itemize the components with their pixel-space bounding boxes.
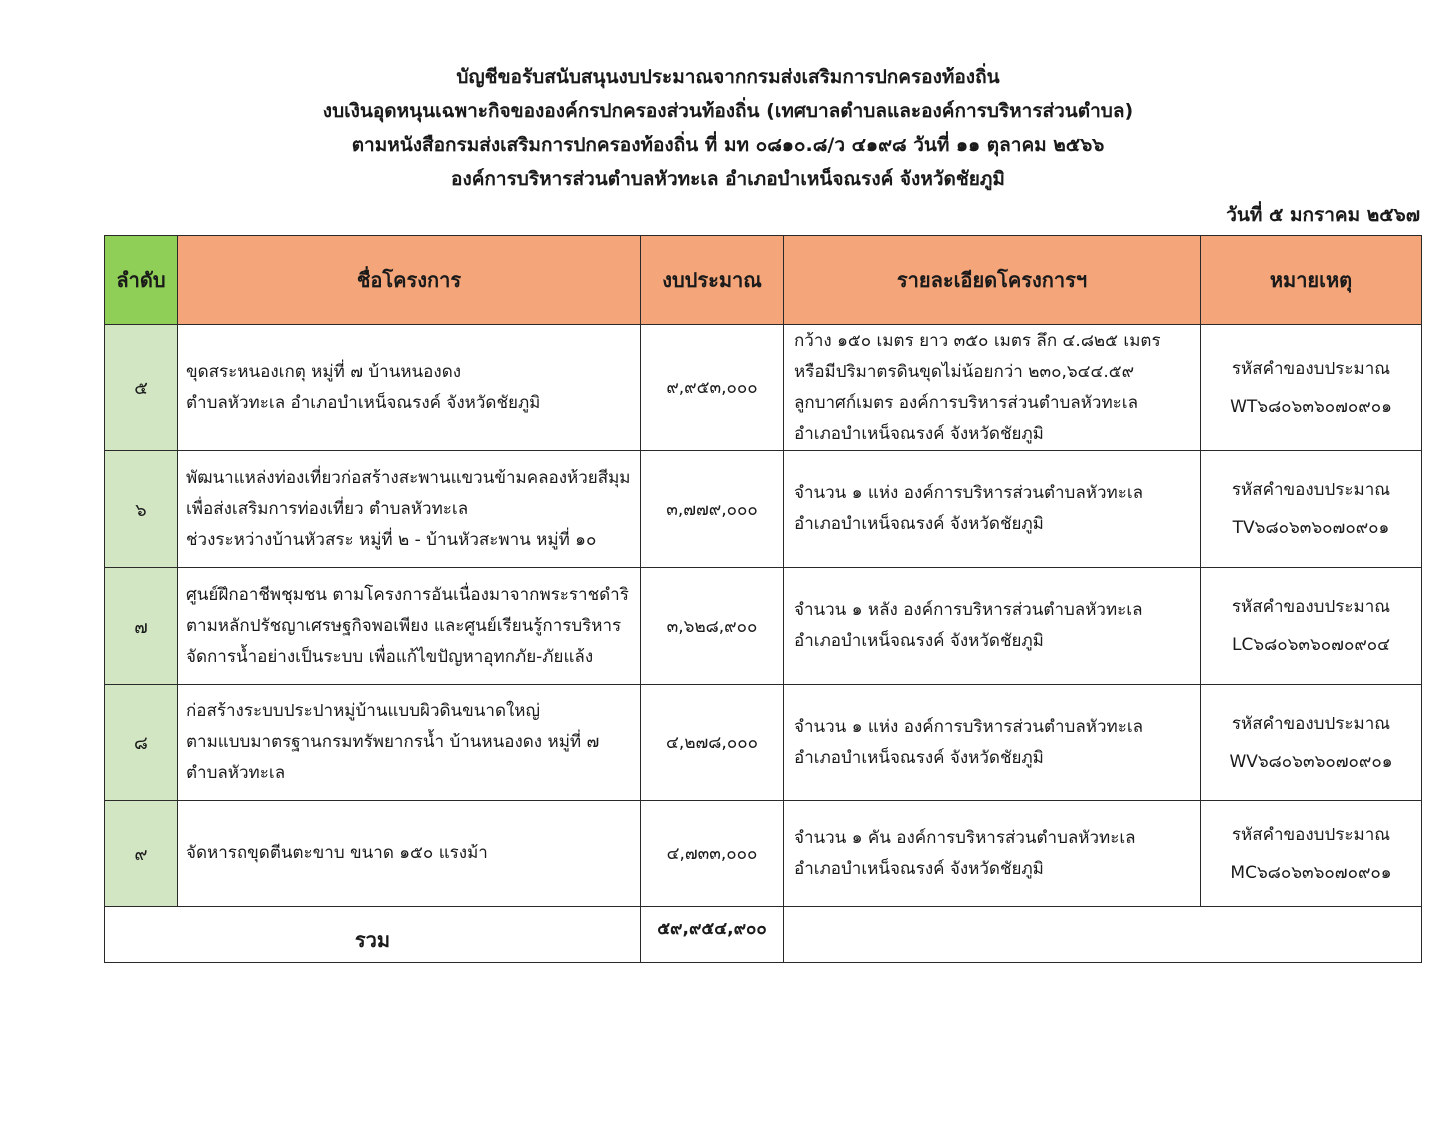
remark-line: TV๖๘๐๖๓๖๐๗๐๙๐๑ [1232,518,1390,538]
project-detail-line: อำเภอบำเหน็จณรงค์ จังหวัดชัยภูมิ [794,423,1044,444]
remark-cell [1201,325,1422,451]
total-amount: ๕๙,๙๕๔,๙๐๐ [641,907,784,963]
table-body [105,325,1422,907]
project-name-line: ตำบลหัวทะเล [186,763,286,783]
remark-line: รหัสคำของบประมาณ [1231,358,1391,379]
remark-line: WV๖๘๐๖๓๖๐๗๐๙๐๑ [1229,751,1393,772]
title-line-4: องค์การบริหารส่วนตำบลหัวทะเล อำเภอบำเหน็จณรงค์ จังหวัดชัยภูมิ [451,168,1005,190]
project-detail-cell [784,685,1201,801]
remark-line: WT๖๘๐๖๓๖๐๗๐๙๐๑ [1230,396,1392,417]
column-header-project-name: ชื่อโครงการ [178,236,641,325]
column-header-details: รายละเอียดโครงการฯ [784,236,1201,325]
budget-amount-cell: ๙,๙๕๓,๐๐๐ [641,325,784,451]
total-label: รวม [105,907,641,963]
row-number-cell: ๕ [105,325,178,451]
table-row [105,801,1422,907]
project-name-cell [178,685,641,801]
column-header-budget: งบประมาณ [641,236,784,325]
remark-line: MC๖๘๐๖๓๖๐๗๐๙๐๑ [1230,862,1392,883]
project-name-line: ตามหลักปรัชญาเศรษฐกิจพอเพียง และศูนย์เรียนรู้การบริหาร [186,615,622,636]
remark-cell [1201,451,1422,568]
project-name-cell [178,451,641,568]
table-row [105,568,1422,685]
project-name-cell [178,801,641,907]
budget-amount-cell: ๓,๖๒๘,๙๐๐ [641,568,784,685]
remark-line: LC๖๘๐๖๓๖๐๗๐๙๐๔ [1231,635,1391,655]
table-row [105,685,1422,801]
row-number-cell: ๖ [105,451,178,568]
project-detail-line: กว้าง ๑๕๐ เมตร ยาว ๓๕๐ เมตร ลึก ๔.๘๒๕ เมตร [794,330,1161,351]
total-empty-cell [784,907,1422,963]
project-detail-cell [784,568,1201,685]
project-name-line: จัดหารถขุดตีนตะขาบ ขนาด ๑๕๐ แรงม้า [186,843,488,863]
total-row [105,907,1422,963]
project-name-line: ขุดสระหนองเกตุ หมู่ที่ ๗ บ้านหนองดง [186,361,462,382]
project-detail-line: อำเภอบำเหน็จณรงค์ จังหวัดชัยภูมิ [794,514,1044,534]
column-header-no: ลำดับ [105,236,178,325]
column-header-remarks: หมายเหตุ [1201,236,1422,325]
project-detail-line: อำเภอบำเหน็จณรงค์ จังหวัดชัยภูมิ [794,747,1044,768]
project-detail-line: หรือมีปริมาตรดินขุดไม่น้อยกว่า ๒๓๐,๖๔๔.๕๙ [794,361,1135,382]
project-detail-line: อำเภอบำเหน็จณรงค์ จังหวัดชัยภูมิ [794,631,1044,651]
project-detail-line: ลูกบาศก์เมตร องค์การบริหารส่วนตำบลหัวทะเล [794,392,1139,413]
project-detail-cell [784,325,1201,451]
project-name-line: ก่อสร้างระบบประปาหมู่บ้านแบบผิวดินขนาดใหญ่ [186,701,540,721]
remark-line: รหัสคำของบประมาณ [1231,597,1391,617]
budget-amount-cell: ๓,๗๗๙,๐๐๐ [641,451,784,568]
remark-cell [1201,685,1422,801]
remark-line: รหัสคำของบประมาณ [1231,480,1391,500]
title-line-1: บัญชีขอรับสนับสนุนงบประมาณจากกรมส่งเสริมการปกครองท้องถิ่น [456,66,1000,88]
project-name-line: ศูนย์ฝึกอาชีพชุมชน ตามโครงการอันเนื่องมาจากพระราชดำริ [186,584,629,605]
budget-amount-cell: ๔,๒๗๘,๐๐๐ [641,685,784,801]
document-date: วันที่ ๕ มกราคม ๒๕๖๗ [1226,204,1420,226]
table-row [105,451,1422,568]
title-line-3: ตามหนังสือกรมส่งเสริมการปกครองท้องถิ่น ที่ มท ๐๘๑๐.๘/ว ๔๑๙๘ วันที่ ๑๑ ตุลาคม ๒๕๖๖ [351,134,1105,156]
project-name-line: พัฒนาแหล่งท่องเที่ยวก่อสร้างสะพานแขวนข้ามคลองห้วยสีมุม [186,467,631,488]
remark-line: รหัสคำของบประมาณ [1231,824,1391,845]
project-detail-cell [784,801,1201,907]
project-name-line: เพื่อส่งเสริมการท่องเที่ยว ตำบลหัวทะเล [186,498,469,519]
row-number-cell: ๗ [105,568,178,685]
project-name-line: ตำบลหัวทะเล อำเภอบำเหน็จณรงค์ จังหวัดชัยภูมิ [186,392,541,413]
remark-cell [1201,801,1422,907]
budget-amount-cell: ๔,๗๓๓,๐๐๐ [641,801,784,907]
project-detail-line: จำนวน ๑ แห่ง องค์การบริหารส่วนตำบลหัวทะเล [794,483,1144,503]
title-line-2: งบเงินอุดหนุนเฉพาะกิจขององค์กรปกครองส่วนท้องถิ่น (เทศบาลตำบลและองค์การบริหารส่วนตำบล) [322,100,1134,122]
remark-line: รหัสคำของบประมาณ [1231,713,1391,734]
project-name-cell [178,325,641,451]
row-number-cell: ๙ [105,801,178,907]
project-detail-cell [784,451,1201,568]
project-detail-line: จำนวน ๑ คัน องค์การบริหารส่วนตำบลหัวทะเล [794,827,1136,848]
project-name-line: จัดการน้ำอย่างเป็นระบบ เพื่อแก้ไขปัญหาอุทกภัย-ภัยแล้ง [186,646,594,667]
project-detail-line: จำนวน ๑ แห่ง องค์การบริหารส่วนตำบลหัวทะเล [794,716,1144,737]
document-header [0,60,1456,196]
budget-table [104,235,1422,963]
table-row [105,325,1422,451]
row-number-cell: ๘ [105,685,178,801]
project-detail-line: จำนวน ๑ หลัง องค์การบริหารส่วนตำบลหัวทะเล [794,600,1143,620]
project-name-line: ตามแบบมาตรฐานกรมทรัพยากรน้ำ บ้านหนองดง หมู่ที่ ๗ [186,732,600,752]
project-detail-line: อำเภอบำเหน็จณรงค์ จังหวัดชัยภูมิ [794,858,1044,879]
project-name-cell [178,568,641,685]
project-name-line: ช่วงระหว่างบ้านหัวสระ หมู่ที่ ๒ - บ้านหัวสะพาน หมู่ที่ ๑๐ [186,529,597,550]
table-header-row [105,236,1422,325]
remark-cell [1201,568,1422,685]
